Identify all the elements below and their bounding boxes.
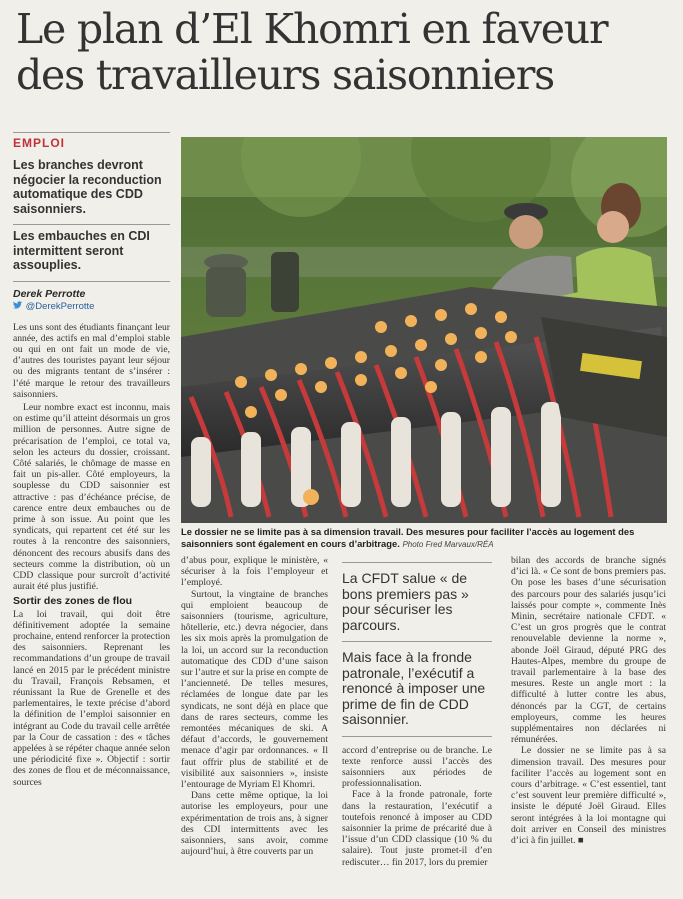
paragraph: Dans cette même optique, la loi autorise les employeurs, pour une expérimentation de trois ans, à signer des CDI intermittents avec les saisonniers, sans avoir, comme aujourd’hui, à être couverts par un [181,790,328,858]
caption-text: Le dossier ne se limite pas à sa dimension travail. Des mesures pour faciliter l’accès au logement des saisonniers sont également en cours d’arbitrage. [181,526,635,549]
headline: Le plan d’El Khomri en faveur des travailleurs saisonniers [16,5,608,99]
paragraph: Surtout, la vingtaine de branches qui emploient beaucoup de saisonniers (tourisme, agriculture, hôtellerie, etc.) devra négocier, dans les six mois après la promulgation de la loi, un accord sur la reconduction automatique des CDD d’une saison sur l’autre et sur la prise en compte de l’ancienneté. De telles mesures, réclamées de longue date par les syndicats, ne sont déjà en place que dans de rares secteurs, comme les remontées mécaniques de ski. A défaut d’accords, le gouvernement menace d’agir par ordonnances. « Il faut offrir plus de stabilité et de visibilité aux saisonniers », insiste l’entourage de Myriam El Khomri. [181,588,328,791]
paragraph: Face à la fronde patronale, forte dans la restauration, l’exécutif a toutefois renoncé à imposer au CDD saisonnier la prime de précarité due à l’issue d’un CDD classique (10 % du salaire). Tout juste promet-il d’en rediscuter… fin 2017, lors du premier [342,789,492,868]
paragraph: bilan des accords de branche signés d’ici là. « Ce sont de bons premiers pas. On pose les bases d’une sécurisation des parcours pour des salariés jusqu’ici laissés pour compte », commente Inès Minin, secrétaire nationale CFDT. « C’est un gros progrès que le contrat renouvelable devienne la norme », abonde Joël Giraud, député PRG des Hautes-Alpes, membre du groupe de travail parlementaire à la base des mesures. Reste un angle mort : la difficulté à lutter contre les abus, dénoncés par la CGT, de certains employeurs, comme les heures supplémentaires non déclarées ni rémunérées. [511,555,666,746]
article-photo [181,137,667,523]
author-twitter[interactable] [13,301,170,312]
divider [13,224,170,225]
article-body-col3 [342,558,492,868]
author-name: Derek Perrotte [13,287,86,300]
divider [13,281,170,282]
paragraph: La loi travail, qui doit être définitivement adoptée la semaine prochaine, entend renforcer la protection des saisonniers. Reprenant les recommandations d’un groupe de travail lancé en 2015 par le précédent ministre du Travail, François Rebsamen, et réunissant la Rue de Grenelle et des parlementaires, le texte précise d’abord la définition de l’emploi saisonnier en intégrant au Code du travail celle arrêtée par la Cour de cassation : des « tâches appelées à se répéter chaque année selon une périodicité fixe ». Objectif : sortir des zones de flou et de méconnaissance, sources [13,608,170,788]
photo-credit: Photo Fred Marvaux/RÉA [402,539,494,549]
fruit-sorting-machine-photo [181,137,667,523]
paragraph: d’abus pour, explique le ministère, « sécuriser à la fois l’employeur et l’employé. [181,555,328,589]
article-body-col4 [511,555,666,846]
col3-text [342,745,492,868]
rubric-label: EMPLOI [13,132,170,150]
photo-caption [181,526,667,550]
pull-quote-1: La CFDT salue « de bons premiers pas » pour sécuriser les parcours. [342,570,469,633]
article-body-col2 [181,555,328,857]
kicker-2: Les embauches en CDI intermittent seront assouplies. [13,229,150,272]
left-column [13,132,170,788]
paragraph: Les uns sont des étudiants finançant leur année, des actifs en mal d’emploi stable ou qui en ont fait un mode de vie, d’autres des touristes payant leur séjour ou des migrants tentant de s’insérer : l’été marque le retour des travailleurs saisonniers. [13,321,170,400]
paragraph: accord d’entreprise ou de branche. Le texte renforce aussi l’accès des saisonniers aux périodes de professionnalisation. [342,744,492,790]
subheading: Sortir des zones de flou [13,595,133,608]
twitter-bird-icon [13,301,23,311]
divider [342,736,492,737]
pull-quote-2: Mais face à la fronde patronale, l’exécutif a renoncé à imposer une prime de fin de CDD saisonnier. [342,649,486,727]
paragraph: Le dossier ne se limite pas à sa dimension travail. Des mesures pour faciliter l’accès au logement sont en cours d’arbitrage. « C’est essentiel, tant c’est souvent leur première difficulté », insiste le député Joël Giraud. Elles seront intégrées à la loi montagne qui doit arriver en Conseil des ministres d’ici à fin juillet. ■ [511,745,666,847]
article-body-col1 [13,322,170,788]
divider [342,562,492,563]
twitter-handle: @DerekPerrotte [25,300,95,312]
kicker-1: Les branches devront négocier la reconduction automatique des CDD saisonniers. [13,158,162,216]
paragraph: Leur nombre exact est inconnu, mais on estime qu’il atteint désormais un gros million de personnes. Autre signe de précarisation de l’emploi, ce total va, selon les acteurs du dossier, croissant. Côté salariés, le chômage de masse en fait un pis-aller. Côté employeurs, la souplesse du CDD saisonnier est attractive : pas d’échéance précise, de carence entre deux embauches ou de prime à son issue. Au point que les syndicats, qui repartent cet été sur les routes à la rencontre des saisonniers, dénoncent des recours abusifs dans des secteurs comme la distribution, où un CDD classique pour surcroît d’activité aurait été plus justifié. [13,401,170,593]
divider [342,641,492,642]
